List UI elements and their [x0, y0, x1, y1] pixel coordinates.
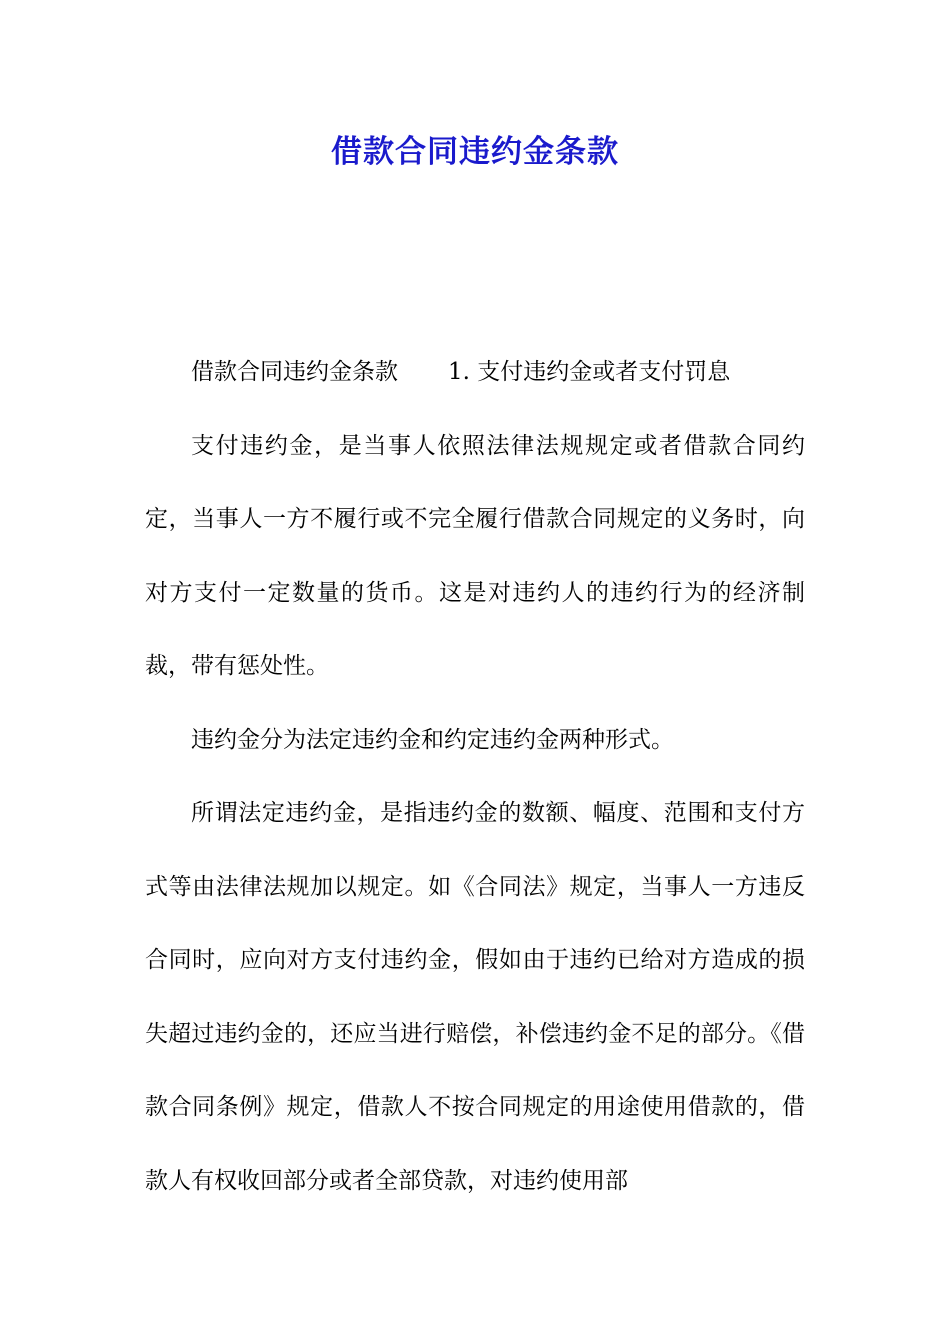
- section-heading-line: [145, 336, 805, 410]
- document-body: [145, 336, 805, 1218]
- document-title: 借款合同违约金条款: [331, 134, 619, 170]
- paragraph-1: 支付违约金，是当事人依照法律法规规定或者借款合同约定，当事人一方不履行或不完全履行借款合同规定的义务时，向对方支付一定数量的货币。这是对违约人的违约行为的经济制裁，带有惩处性。: [145, 432, 805, 679]
- paragraph-2: 违约金分为法定违约金和约定违约金两种形式。: [191, 726, 674, 753]
- heading-left-text: 借款合同违约金条款: [191, 359, 398, 385]
- heading-right-text: 1. 支付违约金或者支付罚息: [448, 359, 731, 385]
- paragraph-3: 所谓法定违约金，是指违约金的数额、幅度、范围和支付方式等由法律法规加以规定。如《合同法》规定，当事人一方违反合同时，应向对方支付违约金，假如由于违约已给对方造成的损失超过违约金的，还应当进行赔偿，补偿违约金不足的部分。《借款合同条例》规定，借款人不按合同规定的用途使用借款的，借款人有权收回部分或者全部贷款，对违约使用部: [145, 800, 805, 1194]
